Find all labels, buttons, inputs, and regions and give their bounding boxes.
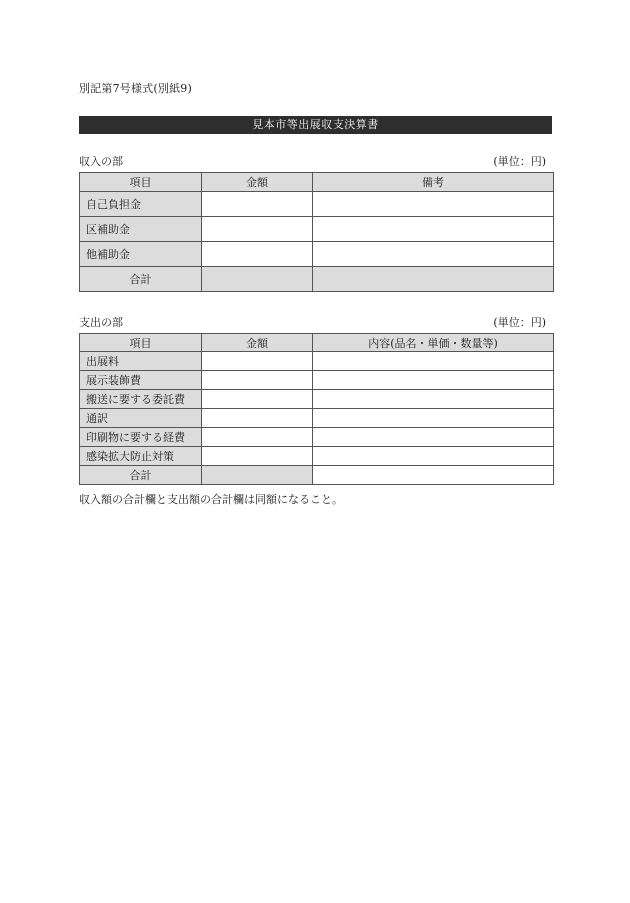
income-total-remarks bbox=[313, 267, 554, 292]
table-row bbox=[80, 352, 554, 371]
form-number: 別記第7号様式(別紙9) bbox=[79, 82, 192, 95]
expense-amount-cell[interactable] bbox=[202, 371, 313, 390]
expense-table bbox=[79, 333, 554, 485]
expense-total-label: 合計 bbox=[80, 466, 202, 485]
expense-row-label: 出展料 bbox=[80, 352, 202, 371]
expense-unit: (単位：円) bbox=[493, 316, 546, 329]
income-table bbox=[79, 172, 554, 292]
expense-header-details: 内容(品名・単価・数量等) bbox=[313, 334, 554, 352]
income-row-label: 自己負担金 bbox=[80, 192, 202, 217]
expense-amount-cell[interactable] bbox=[202, 409, 313, 428]
table-row bbox=[80, 242, 554, 267]
income-remarks-cell[interactable] bbox=[313, 242, 554, 267]
expense-amount-cell[interactable] bbox=[202, 390, 313, 409]
income-remarks-cell[interactable] bbox=[313, 192, 554, 217]
expense-heading: 支出の部 bbox=[79, 316, 123, 329]
income-amount-cell[interactable] bbox=[202, 217, 313, 242]
income-header-amount: 金額 bbox=[202, 173, 313, 192]
table-row bbox=[80, 371, 554, 390]
expense-details-cell[interactable] bbox=[313, 428, 554, 447]
income-amount-cell[interactable] bbox=[202, 242, 313, 267]
expense-row-label: 搬送に要する委託費 bbox=[80, 390, 202, 409]
expense-details-cell[interactable] bbox=[313, 352, 554, 371]
table-row bbox=[80, 217, 554, 242]
expense-row-label: 印刷物に要する経費 bbox=[80, 428, 202, 447]
income-total-label: 合計 bbox=[80, 267, 202, 292]
expense-row-label: 展示装飾費 bbox=[80, 371, 202, 390]
income-total-amount[interactable] bbox=[202, 267, 313, 292]
document-title: 見本市等出展収支決算書 bbox=[79, 116, 552, 134]
expense-header-item: 項目 bbox=[80, 334, 202, 352]
expense-amount-cell[interactable] bbox=[202, 352, 313, 371]
table-row bbox=[80, 428, 554, 447]
expense-row-label: 感染拡大防止対策 bbox=[80, 447, 202, 466]
expense-row-label: 通訳 bbox=[80, 409, 202, 428]
expense-details-cell[interactable] bbox=[313, 447, 554, 466]
income-section-header bbox=[79, 155, 552, 169]
income-header-item: 項目 bbox=[80, 173, 202, 192]
expense-header-amount: 金額 bbox=[202, 334, 313, 352]
expense-total-details bbox=[313, 466, 554, 485]
income-heading: 収入の部 bbox=[79, 155, 123, 168]
income-header-remarks: 備考 bbox=[313, 173, 554, 192]
expense-amount-cell[interactable] bbox=[202, 447, 313, 466]
table-row bbox=[80, 390, 554, 409]
income-header-row bbox=[80, 173, 554, 192]
expense-details-cell[interactable] bbox=[313, 409, 554, 428]
income-row-label: 区補助金 bbox=[80, 217, 202, 242]
expense-details-cell[interactable] bbox=[313, 371, 554, 390]
income-row-label: 他補助金 bbox=[80, 242, 202, 267]
footnote: 収入額の合計欄と支出額の合計欄は同額になること。 bbox=[79, 493, 343, 506]
expense-amount-cell[interactable] bbox=[202, 428, 313, 447]
table-row bbox=[80, 447, 554, 466]
income-unit: (単位：円) bbox=[493, 155, 546, 168]
expense-total-amount[interactable] bbox=[202, 466, 313, 485]
table-row bbox=[80, 409, 554, 428]
income-remarks-cell[interactable] bbox=[313, 217, 554, 242]
expense-header-row bbox=[80, 334, 554, 352]
income-total-row bbox=[80, 267, 554, 292]
income-amount-cell[interactable] bbox=[202, 192, 313, 217]
table-row bbox=[80, 192, 554, 217]
expense-total-row bbox=[80, 466, 554, 485]
expense-section-header bbox=[79, 316, 552, 330]
expense-details-cell[interactable] bbox=[313, 390, 554, 409]
